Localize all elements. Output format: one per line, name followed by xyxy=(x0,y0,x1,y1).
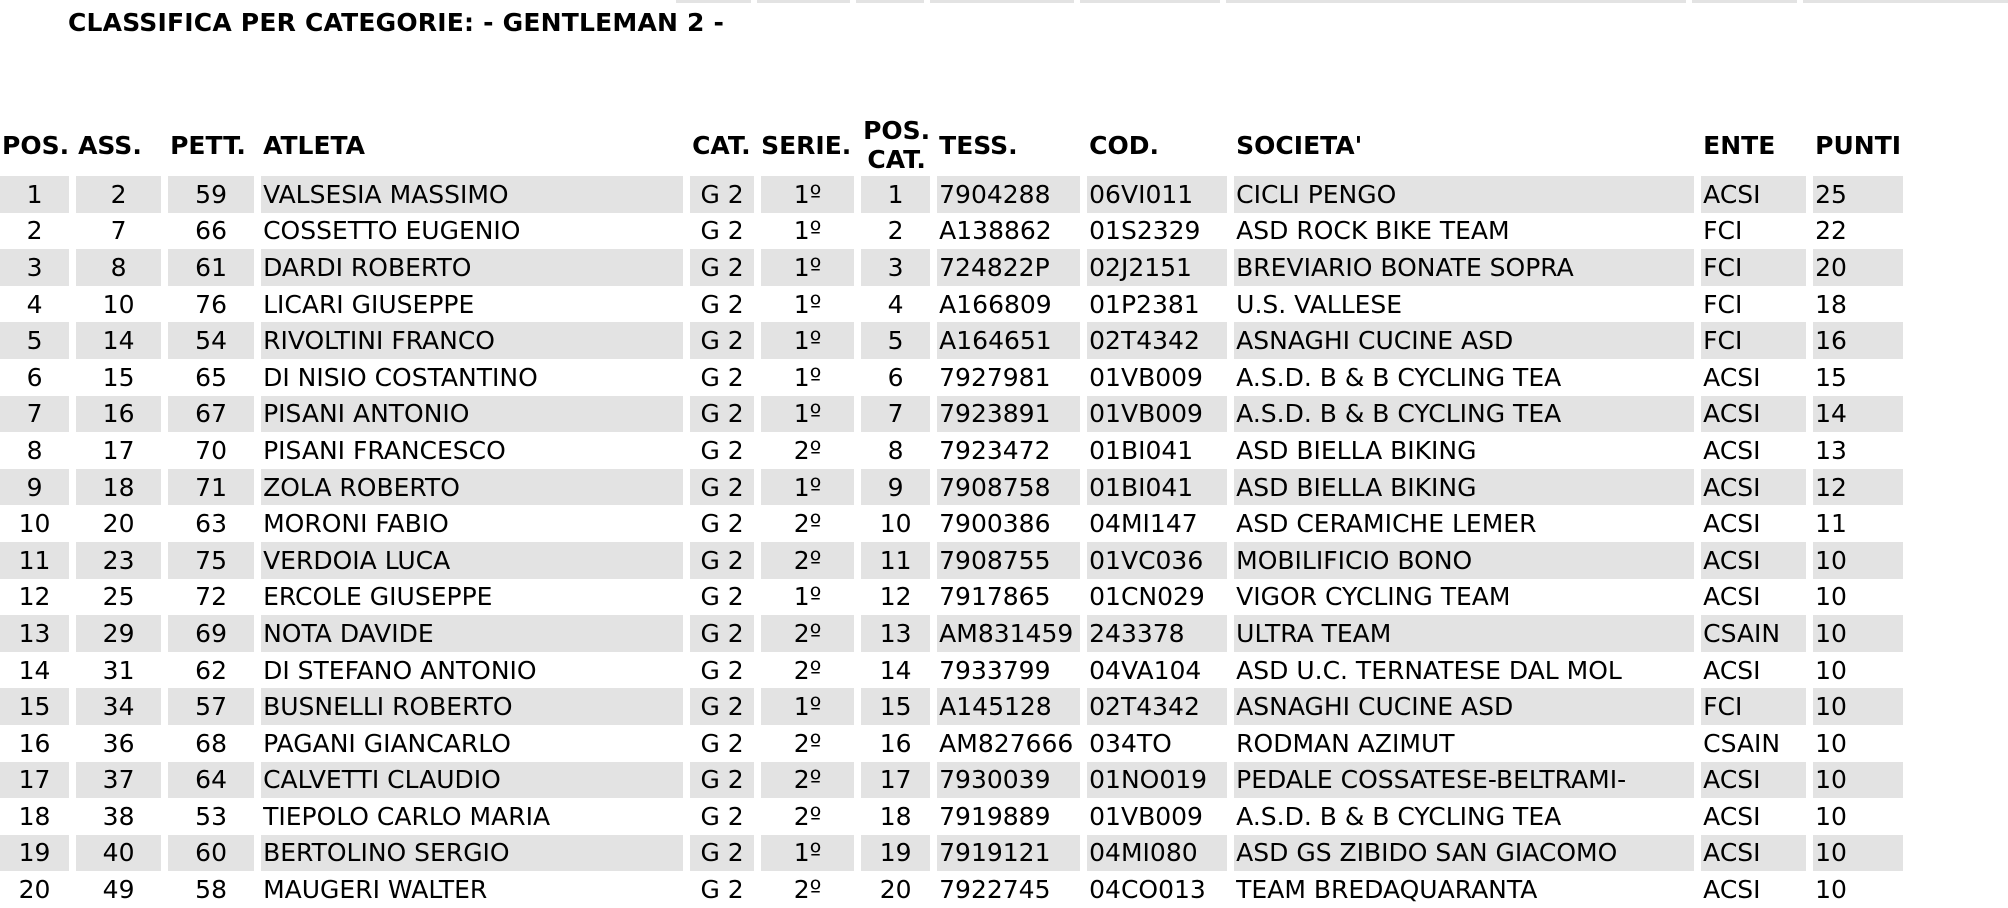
cell-pos: 5 xyxy=(0,322,69,359)
cell-ass: 37 xyxy=(76,762,161,799)
cell-ente: FCI xyxy=(1701,322,1806,359)
cell-poscat: 19 xyxy=(861,835,930,872)
cell-serie: 1º xyxy=(761,322,854,359)
cell-serie: 1º xyxy=(761,835,854,872)
top-divider xyxy=(0,0,2008,3)
cell-serie: 1º xyxy=(761,396,854,433)
cell-serie: 1º xyxy=(793,362,822,392)
cell-punti: 10 xyxy=(1815,582,1847,612)
col-header-pos-cat xyxy=(861,114,930,176)
table-row xyxy=(0,542,1903,579)
cell-punti: 11 xyxy=(1815,509,1847,539)
cell-tess: 7923472 xyxy=(939,435,1051,465)
cell-cod: 06VI011 xyxy=(1087,176,1227,213)
cell-pett: 76 xyxy=(195,289,227,319)
cell-societa: ASD ROCK BIKE TEAM xyxy=(1236,216,1510,246)
cell-atleta: MORONI FABIO xyxy=(263,509,449,539)
table-row xyxy=(0,871,1903,908)
cell-punti: 20 xyxy=(1813,249,1903,286)
col-header-serie: SERIE. xyxy=(761,130,852,160)
cell-pett: 57 xyxy=(168,688,254,725)
cell-ente: ACSI xyxy=(1701,542,1806,579)
cell-tess: 7900386 xyxy=(939,509,1051,539)
cell-pett: 59 xyxy=(168,176,254,213)
cell-cod: 04CO013 xyxy=(1089,875,1206,905)
cell-punti: 10 xyxy=(1813,542,1903,579)
cell-punti: 10 xyxy=(1815,728,1847,758)
cell-ente: ACSI xyxy=(1703,362,1761,392)
cell-cat: G 2 xyxy=(700,362,744,392)
cell-poscat: 20 xyxy=(879,875,912,905)
cell-serie: 1º xyxy=(761,688,854,725)
cell-ass: 8 xyxy=(76,249,161,286)
cell-serie: 2º xyxy=(761,762,854,799)
cell-societa: PEDALE COSSATESE-BELTRAMI- xyxy=(1234,762,1694,799)
cell-atleta: MAUGERI WALTER xyxy=(263,875,488,905)
cell-cod: 02T4342 xyxy=(1087,688,1227,725)
cell-poscat: 4 xyxy=(887,289,904,319)
cell-tess: A166809 xyxy=(939,289,1052,319)
cell-pos: 14 xyxy=(18,655,51,685)
cell-poscat: 11 xyxy=(861,542,930,579)
cell-ente: ACSI xyxy=(1701,396,1806,433)
cell-atleta: BERTOLINO SERGIO xyxy=(261,835,683,872)
cell-serie: 2º xyxy=(793,875,822,905)
cell-ente: ACSI xyxy=(1703,655,1761,685)
cell-cat: G 2 xyxy=(690,615,754,652)
table-row xyxy=(0,505,1903,542)
table-row xyxy=(0,725,1903,762)
cell-pos: 6 xyxy=(26,362,43,392)
cell-societa: ASD BIELLA BIKING xyxy=(1236,435,1477,465)
classification-table xyxy=(0,114,1910,908)
cell-punti: 10 xyxy=(1813,762,1903,799)
cell-pos: 2 xyxy=(26,216,43,246)
cell-cod: 04VA104 xyxy=(1089,655,1202,685)
cell-pett: 63 xyxy=(195,509,227,539)
cell-societa: CICLI PENGO xyxy=(1234,176,1694,213)
col-header-punti: PUNTI xyxy=(1815,130,1902,160)
cell-pos: 10 xyxy=(18,509,51,539)
table-row xyxy=(0,579,1903,616)
cell-ass: 10 xyxy=(102,289,135,319)
col-header-pos: POS. xyxy=(2,130,70,160)
cell-cod: 01P2381 xyxy=(1089,289,1200,319)
cell-cat: G 2 xyxy=(690,469,754,506)
cell-poscat: 9 xyxy=(861,469,930,506)
cell-atleta: NOTA DAVIDE xyxy=(261,615,683,652)
cell-societa: ULTRA TEAM xyxy=(1234,615,1694,652)
cell-serie: 1º xyxy=(793,216,822,246)
cell-serie: 1º xyxy=(761,469,854,506)
cell-poscat: 3 xyxy=(861,249,930,286)
cell-ass: 7 xyxy=(110,216,127,246)
cell-pos: 4 xyxy=(26,289,43,319)
cell-atleta: PISANI FRANCESCO xyxy=(263,435,506,465)
cell-punti: 10 xyxy=(1813,688,1903,725)
cell-atleta: PAGANI GIANCARLO xyxy=(263,728,511,758)
cell-punti: 10 xyxy=(1813,615,1903,652)
cell-poscat: 16 xyxy=(879,728,912,758)
cell-punti: 13 xyxy=(1815,435,1847,465)
cell-tess: 7904288 xyxy=(937,176,1080,213)
col-header-tess: TESS. xyxy=(939,130,1018,160)
cell-societa: MOBILIFICIO BONO xyxy=(1234,542,1694,579)
cell-ass: 17 xyxy=(102,435,135,465)
cell-punti: 10 xyxy=(1813,835,1903,872)
cell-tess: 7908755 xyxy=(937,542,1080,579)
cell-ass: 14 xyxy=(76,322,161,359)
cell-pett: 61 xyxy=(168,249,254,286)
cell-ass: 49 xyxy=(102,875,135,905)
cell-societa: BREVIARIO BONATE SOPRA xyxy=(1234,249,1694,286)
table-row xyxy=(0,469,1903,506)
cell-pos: 13 xyxy=(0,615,69,652)
col-header-ass: ASS. xyxy=(78,130,142,160)
cell-atleta: TIEPOLO CARLO MARIA xyxy=(263,801,551,831)
cell-ente: ACSI xyxy=(1701,176,1806,213)
table-header xyxy=(0,114,1903,176)
cell-tess: 7927981 xyxy=(939,362,1051,392)
cell-ass: 31 xyxy=(102,655,135,685)
cell-cod: 01VC036 xyxy=(1087,542,1227,579)
cell-pos: 15 xyxy=(0,688,69,725)
table-row xyxy=(0,688,1903,725)
col-header-pos-cat-line2: CAT. xyxy=(867,145,926,174)
cell-pett: 69 xyxy=(168,615,254,652)
cell-pett: 71 xyxy=(168,469,254,506)
cell-pett: 62 xyxy=(195,655,227,685)
col-header-atleta: ATLETA xyxy=(263,130,366,160)
cell-serie: 2º xyxy=(793,509,822,539)
cell-poscat: 17 xyxy=(861,762,930,799)
cell-atleta: VALSESIA MASSIMO xyxy=(261,176,683,213)
cell-serie: 2º xyxy=(793,801,822,831)
table-row xyxy=(0,798,1903,835)
cell-poscat: 7 xyxy=(861,396,930,433)
col-header-societa: SOCIETA' xyxy=(1236,130,1363,160)
cell-poscat: 14 xyxy=(879,655,912,685)
cell-ass: 25 xyxy=(102,582,135,612)
cell-pos: 17 xyxy=(0,762,69,799)
cell-punti: 15 xyxy=(1815,362,1847,392)
cell-atleta: VERDOIA LUCA xyxy=(261,542,683,579)
col-header-ente: ENTE xyxy=(1703,130,1776,160)
cell-tess: 7908758 xyxy=(937,469,1080,506)
cell-cat: G 2 xyxy=(700,289,744,319)
cell-societa: RODMAN AZIMUT xyxy=(1236,728,1455,758)
cell-pett: 67 xyxy=(168,396,254,433)
cell-ente: ACSI xyxy=(1703,509,1761,539)
cell-ass: 16 xyxy=(76,396,161,433)
table-row xyxy=(0,359,1903,396)
cell-serie: 1º xyxy=(761,176,854,213)
cell-cat: G 2 xyxy=(700,435,744,465)
cell-ass: 34 xyxy=(76,688,161,725)
cell-punti: 22 xyxy=(1815,216,1847,246)
table-row xyxy=(0,286,1903,323)
cell-atleta: DI STEFANO ANTONIO xyxy=(263,655,537,685)
cell-tess: 7923891 xyxy=(937,396,1080,433)
cell-ente: ACSI xyxy=(1701,469,1806,506)
cell-cat: G 2 xyxy=(690,322,754,359)
cell-cat: G 2 xyxy=(700,655,744,685)
cell-ente: FCI xyxy=(1703,289,1743,319)
cell-cat: G 2 xyxy=(700,801,744,831)
cell-ass: 36 xyxy=(102,728,135,758)
cell-pos: 7 xyxy=(0,396,69,433)
cell-ass: 2 xyxy=(76,176,161,213)
cell-pett: 65 xyxy=(195,362,227,392)
cell-serie: 1º xyxy=(761,249,854,286)
col-header-pett: PETT. xyxy=(170,130,246,160)
cell-punti: 16 xyxy=(1813,322,1903,359)
cell-atleta: ERCOLE GIUSEPPE xyxy=(263,582,493,612)
cell-pett: 72 xyxy=(195,582,227,612)
cell-atleta: PISANI ANTONIO xyxy=(261,396,683,433)
cell-societa: A.S.D. B & B CYCLING TEA xyxy=(1236,801,1562,831)
cell-atleta: DARDI ROBERTO xyxy=(261,249,683,286)
table-row xyxy=(0,176,1903,213)
cell-pett: 75 xyxy=(168,542,254,579)
cell-pett: 64 xyxy=(168,762,254,799)
cell-societa: ASNAGHI CUCINE ASD xyxy=(1234,688,1694,725)
cell-societa: ASD CERAMICHE LEMER xyxy=(1236,509,1537,539)
table-row xyxy=(0,615,1903,652)
cell-poscat: 1 xyxy=(861,176,930,213)
table-body xyxy=(0,176,1903,908)
cell-cat: G 2 xyxy=(700,582,744,612)
cell-poscat: 15 xyxy=(861,688,930,725)
col-header-cod: COD. xyxy=(1089,130,1160,160)
cell-ente: CSAIN xyxy=(1701,615,1806,652)
cell-pos: 20 xyxy=(18,875,51,905)
cell-ente: ACSI xyxy=(1701,835,1806,872)
cell-pos: 12 xyxy=(18,582,51,612)
cell-tess: A138862 xyxy=(939,216,1052,246)
cell-serie: 2º xyxy=(793,655,822,685)
cell-punti: 12 xyxy=(1813,469,1903,506)
cell-pett: 68 xyxy=(195,728,227,758)
cell-ass: 18 xyxy=(76,469,161,506)
cell-atleta: BUSNELLI ROBERTO xyxy=(261,688,683,725)
cell-cat: G 2 xyxy=(700,728,744,758)
cell-cod: 01VB009 xyxy=(1089,362,1203,392)
cell-societa: A.S.D. B & B CYCLING TEA xyxy=(1236,362,1562,392)
cell-pett: 54 xyxy=(168,322,254,359)
cell-ass: 38 xyxy=(102,801,135,831)
cell-pett: 60 xyxy=(168,835,254,872)
cell-ass: 40 xyxy=(76,835,161,872)
cell-cod: 01BI041 xyxy=(1089,435,1194,465)
cell-ente: FCI xyxy=(1703,216,1743,246)
cell-cat: G 2 xyxy=(700,875,744,905)
cell-ass: 20 xyxy=(102,509,135,539)
cell-serie: 2º xyxy=(793,728,822,758)
cell-atleta: DI NISIO COSTANTINO xyxy=(263,362,538,392)
cell-tess: AM831459 xyxy=(937,615,1080,652)
table-row xyxy=(0,249,1903,286)
cell-punti: 14 xyxy=(1813,396,1903,433)
table-row xyxy=(0,835,1903,872)
cell-punti: 18 xyxy=(1815,289,1847,319)
cell-tess: 7922745 xyxy=(939,875,1051,905)
cell-pett: 58 xyxy=(195,875,227,905)
cell-poscat: 12 xyxy=(879,582,912,612)
cell-cod: 02T4342 xyxy=(1087,322,1227,359)
cell-cat: G 2 xyxy=(700,216,744,246)
table-row xyxy=(0,652,1903,689)
cell-tess: A145128 xyxy=(937,688,1080,725)
cell-societa: ASNAGHI CUCINE ASD xyxy=(1234,322,1694,359)
cell-ente: ACSI xyxy=(1703,435,1761,465)
cell-poscat: 2 xyxy=(887,216,904,246)
cell-tess: 7930039 xyxy=(937,762,1080,799)
cell-tess: AM827666 xyxy=(939,728,1074,758)
cell-cod: 01BI041 xyxy=(1087,469,1227,506)
cell-societa: ASD U.C. TERNATESE DAL MOL xyxy=(1236,655,1622,685)
cell-cat: G 2 xyxy=(700,509,744,539)
cell-pos: 11 xyxy=(0,542,69,579)
cell-ente: FCI xyxy=(1701,249,1806,286)
cell-cat: G 2 xyxy=(690,176,754,213)
cell-atleta: COSSETTO EUGENIO xyxy=(263,216,521,246)
cell-ass: 15 xyxy=(102,362,135,392)
cell-tess: 7919121 xyxy=(937,835,1080,872)
cell-cod: 01S2329 xyxy=(1089,216,1201,246)
cell-ass: 23 xyxy=(76,542,161,579)
cell-cod: 01NO019 xyxy=(1087,762,1227,799)
cell-tess: A164651 xyxy=(937,322,1080,359)
cell-pett: 70 xyxy=(195,435,227,465)
cell-societa: A.S.D. B & B CYCLING TEA xyxy=(1234,396,1694,433)
cell-tess: 7933799 xyxy=(939,655,1051,685)
cell-pos: 9 xyxy=(0,469,69,506)
cell-serie: 1º xyxy=(793,582,822,612)
cell-punti: 25 xyxy=(1813,176,1903,213)
col-header-cat: CAT. xyxy=(692,130,751,160)
cell-cat: G 2 xyxy=(690,396,754,433)
cell-cat: G 2 xyxy=(690,762,754,799)
cell-punti: 10 xyxy=(1815,875,1847,905)
cell-ente: ACSI xyxy=(1703,801,1761,831)
cell-cod: 04MI080 xyxy=(1087,835,1227,872)
cell-poscat: 13 xyxy=(861,615,930,652)
cell-cat: G 2 xyxy=(690,542,754,579)
cell-cod: 243378 xyxy=(1087,615,1227,652)
cell-serie: 2º xyxy=(793,435,822,465)
cell-serie: 2º xyxy=(761,542,854,579)
table-row xyxy=(0,396,1903,433)
cell-poscat: 6 xyxy=(887,362,904,392)
cell-atleta: CALVETTI CLAUDIO xyxy=(261,762,683,799)
cell-ente: CSAIN xyxy=(1703,728,1781,758)
cell-pett: 66 xyxy=(195,216,227,246)
cell-atleta: RIVOLTINI FRANCO xyxy=(261,322,683,359)
cell-poscat: 5 xyxy=(861,322,930,359)
cell-pos: 8 xyxy=(26,435,43,465)
cell-ente: FCI xyxy=(1701,688,1806,725)
cell-ass: 29 xyxy=(76,615,161,652)
cell-pos: 1 xyxy=(0,176,69,213)
cell-cod: 01VB009 xyxy=(1087,396,1227,433)
table-row xyxy=(0,762,1903,799)
cell-poscat: 8 xyxy=(887,435,904,465)
table-row xyxy=(0,322,1903,359)
cell-cat: G 2 xyxy=(690,688,754,725)
cell-atleta: ZOLA ROBERTO xyxy=(261,469,683,506)
col-header-pos-cat-line1: POS. xyxy=(863,116,931,145)
page-title: CLASSIFICA PER CATEGORIE: - GENTLEMAN 2 - xyxy=(68,8,725,37)
cell-cod: 034TO xyxy=(1089,728,1172,758)
cell-cat: G 2 xyxy=(690,249,754,286)
cell-societa: U.S. VALLESE xyxy=(1236,289,1403,319)
table-row xyxy=(0,432,1903,469)
cell-pos: 16 xyxy=(18,728,51,758)
cell-cat: G 2 xyxy=(690,835,754,872)
cell-societa: TEAM BREDAQUARANTA xyxy=(1236,875,1538,905)
cell-cod: 01VB009 xyxy=(1089,801,1203,831)
cell-societa: ASD BIELLA BIKING xyxy=(1234,469,1694,506)
cell-ente: ACSI xyxy=(1703,582,1761,612)
cell-poscat: 10 xyxy=(879,509,912,539)
cell-poscat: 18 xyxy=(879,801,912,831)
cell-tess: 7919889 xyxy=(939,801,1051,831)
cell-societa: VIGOR CYCLING TEAM xyxy=(1236,582,1511,612)
cell-serie: 2º xyxy=(761,615,854,652)
cell-pos: 18 xyxy=(18,801,51,831)
cell-ente: ACSI xyxy=(1701,762,1806,799)
cell-atleta: LICARI GIUSEPPE xyxy=(263,289,475,319)
cell-punti: 10 xyxy=(1815,801,1847,831)
cell-pos: 19 xyxy=(0,835,69,872)
cell-cod: 02J2151 xyxy=(1087,249,1227,286)
cell-pos: 3 xyxy=(0,249,69,286)
cell-serie: 1º xyxy=(793,289,822,319)
cell-punti: 10 xyxy=(1815,655,1847,685)
table-row xyxy=(0,213,1903,250)
cell-cod: 04MI147 xyxy=(1089,509,1198,539)
cell-ente: ACSI xyxy=(1703,875,1761,905)
cell-tess: 724822P xyxy=(937,249,1080,286)
cell-cod: 01CN029 xyxy=(1089,582,1205,612)
cell-societa: ASD GS ZIBIDO SAN GIACOMO xyxy=(1234,835,1694,872)
cell-tess: 7917865 xyxy=(939,582,1051,612)
cell-pett: 53 xyxy=(195,801,227,831)
